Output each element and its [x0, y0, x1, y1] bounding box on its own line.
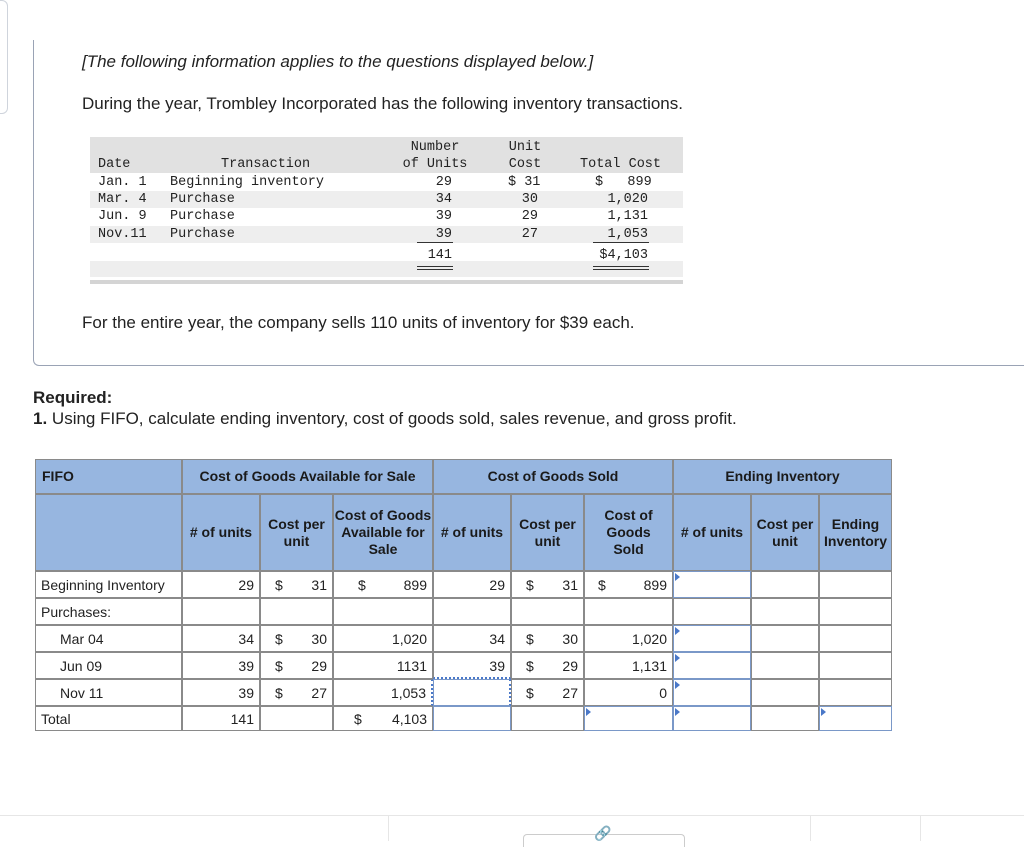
row-total: 1,020	[607, 192, 648, 207]
cogs-mar: 1,020	[584, 625, 673, 652]
row-date: Mar. 4	[98, 192, 147, 207]
link-icon[interactable]: 🔗	[594, 825, 612, 841]
col-date-header: Date	[98, 157, 131, 172]
ei-cost-mar	[751, 625, 819, 652]
group-cogs-header: Cost of Goods Sold	[433, 459, 673, 494]
col-cost-header-2: Cost	[508, 157, 542, 172]
avail-cost-mar: $ 30	[260, 625, 333, 652]
row-label-beginning: Beginning Inventory	[35, 571, 182, 598]
row-date: Jun. 9	[98, 209, 147, 224]
empty-cell	[333, 598, 433, 625]
cogas-nov: 1,053	[333, 679, 433, 706]
cogas-jun: 1131	[333, 652, 433, 679]
sold-units-nov-input[interactable]	[433, 679, 511, 706]
transactions-table	[90, 137, 683, 285]
avail-units-beginning: 29	[182, 571, 260, 598]
sold-cost-mar: $ 30	[511, 625, 584, 652]
sold-cost-beginning: $ 31	[511, 571, 584, 598]
avail-cost-beginning: $ 31	[260, 571, 333, 598]
row-transaction: Purchase	[170, 209, 235, 224]
sold-units-jun: 39	[433, 652, 511, 679]
ei-cost-nov	[751, 679, 819, 706]
row-cost: $ 31	[508, 175, 541, 190]
avail-units-total: 141	[182, 706, 260, 731]
cogs-jun: 1,131	[584, 652, 673, 679]
avail-cost-nov: $ 27	[260, 679, 333, 706]
row-transaction: Purchase	[170, 192, 235, 207]
required-text: 1. Using FIFO, calculate ending inventory, cost of goods sold, sales revenue, and gross profit.	[33, 409, 737, 428]
cogs-nov: 0	[584, 679, 673, 706]
row-cost: 30	[521, 192, 538, 207]
empty-cell	[751, 598, 819, 625]
col-total-header: Total Cost	[580, 157, 662, 172]
fifo-table	[35, 459, 892, 731]
row-cost: 27	[521, 227, 538, 242]
sales-text: For the entire year, the company sells 110 units of inventory for $39 each.	[82, 313, 635, 332]
row-transaction: Beginning inventory	[170, 175, 324, 190]
ei-cost-total	[751, 706, 819, 731]
ei-cost-header: Cost per unit	[751, 494, 819, 571]
ei-units-nov-input[interactable]	[673, 679, 751, 706]
cogas-mar: 1,020	[333, 625, 433, 652]
empty-cell	[673, 598, 751, 625]
row-label-mar: Mar 04	[35, 625, 182, 652]
row-label-nov: Nov 11	[35, 679, 182, 706]
sold-cost-jun: $ 29	[511, 652, 584, 679]
sold-cost-header: Cost per unit	[511, 494, 584, 571]
cogs-header: Cost of Goods Sold	[584, 494, 673, 571]
avail-units-header: # of units	[182, 494, 260, 571]
ei-cost-beginning	[751, 571, 819, 598]
ei-units-beginning-input[interactable]	[673, 571, 751, 598]
row-total: 1,053	[607, 227, 648, 242]
ei-units-total-input[interactable]	[673, 706, 751, 731]
col-transaction-header: Transaction	[221, 157, 311, 172]
avail-units-jun: 39	[182, 652, 260, 679]
sold-cost-nov: $ 27	[511, 679, 584, 706]
total-units: 141	[427, 248, 452, 263]
cogs-beginning: $ 899	[584, 571, 673, 598]
ei-total-jun	[819, 652, 892, 679]
avail-units-mar: 34	[182, 625, 260, 652]
row-cost: 29	[521, 209, 538, 224]
ei-total-header: Ending Inventory	[819, 494, 892, 571]
cogas-beginning: $ 899	[333, 571, 433, 598]
row-transaction: Purchase	[170, 227, 235, 242]
ei-total-nov	[819, 679, 892, 706]
cogas-total: $ 4,103	[333, 706, 433, 731]
empty-cell	[260, 598, 333, 625]
row-units: 39	[435, 227, 452, 242]
row-label-purchases: Purchases:	[35, 598, 182, 625]
ei-units-header: # of units	[673, 494, 751, 571]
footer-bar	[0, 815, 1024, 841]
row-label-jun: Jun 09	[35, 652, 182, 679]
sold-units-header: # of units	[433, 494, 511, 571]
avail-units-nov: 39	[182, 679, 260, 706]
row-total: 1,131	[607, 209, 648, 224]
sold-units-beginning: 29	[433, 571, 511, 598]
avail-cost-header: Cost per unit	[260, 494, 333, 571]
col-units-header-1: Number	[410, 140, 460, 155]
blank-subheader	[35, 494, 182, 571]
avail-cost-jun: $ 29	[260, 652, 333, 679]
ei-total-total-input[interactable]	[819, 706, 892, 731]
group-ending-header: Ending Inventory	[673, 459, 892, 494]
empty-cell	[584, 598, 673, 625]
empty-cell	[511, 598, 584, 625]
empty-cell	[182, 598, 260, 625]
row-units: 39	[435, 209, 452, 224]
fifo-label: FIFO	[35, 459, 182, 494]
sold-units-total-input[interactable]	[433, 706, 511, 731]
ei-cost-jun	[751, 652, 819, 679]
col-units-header-2: of Units	[402, 157, 468, 172]
row-units: 29	[435, 175, 452, 190]
side-tab	[0, 0, 8, 114]
row-total: $ 899	[595, 175, 652, 190]
cogas-header: Cost of Goods Available for Sale	[333, 494, 433, 571]
intro-text: During the year, Trombley Incorporated has the following inventory transactions.	[82, 94, 683, 113]
ei-units-jun-input[interactable]	[673, 652, 751, 679]
row-date: Nov.11	[98, 227, 147, 242]
empty-cell	[433, 598, 511, 625]
group-available-header: Cost of Goods Available for Sale	[182, 459, 433, 494]
avail-cost-total	[260, 706, 333, 731]
sold-cost-total	[511, 706, 584, 731]
total-cost: $4,103	[599, 248, 648, 263]
ei-total-beginning	[819, 571, 892, 598]
row-units: 34	[435, 192, 452, 207]
ei-units-mar-input[interactable]	[673, 625, 751, 652]
sold-units-mar: 34	[433, 625, 511, 652]
required-title: Required:	[33, 388, 113, 407]
cogs-total-input[interactable]	[584, 706, 673, 731]
row-date: Jan. 1	[98, 175, 147, 190]
col-cost-header-1: Unit	[508, 140, 542, 155]
empty-cell	[819, 598, 892, 625]
intro-note: [The following information applies to the questions displayed below.]	[82, 52, 594, 71]
ei-total-mar	[819, 625, 892, 652]
row-label-total: Total	[35, 706, 182, 731]
